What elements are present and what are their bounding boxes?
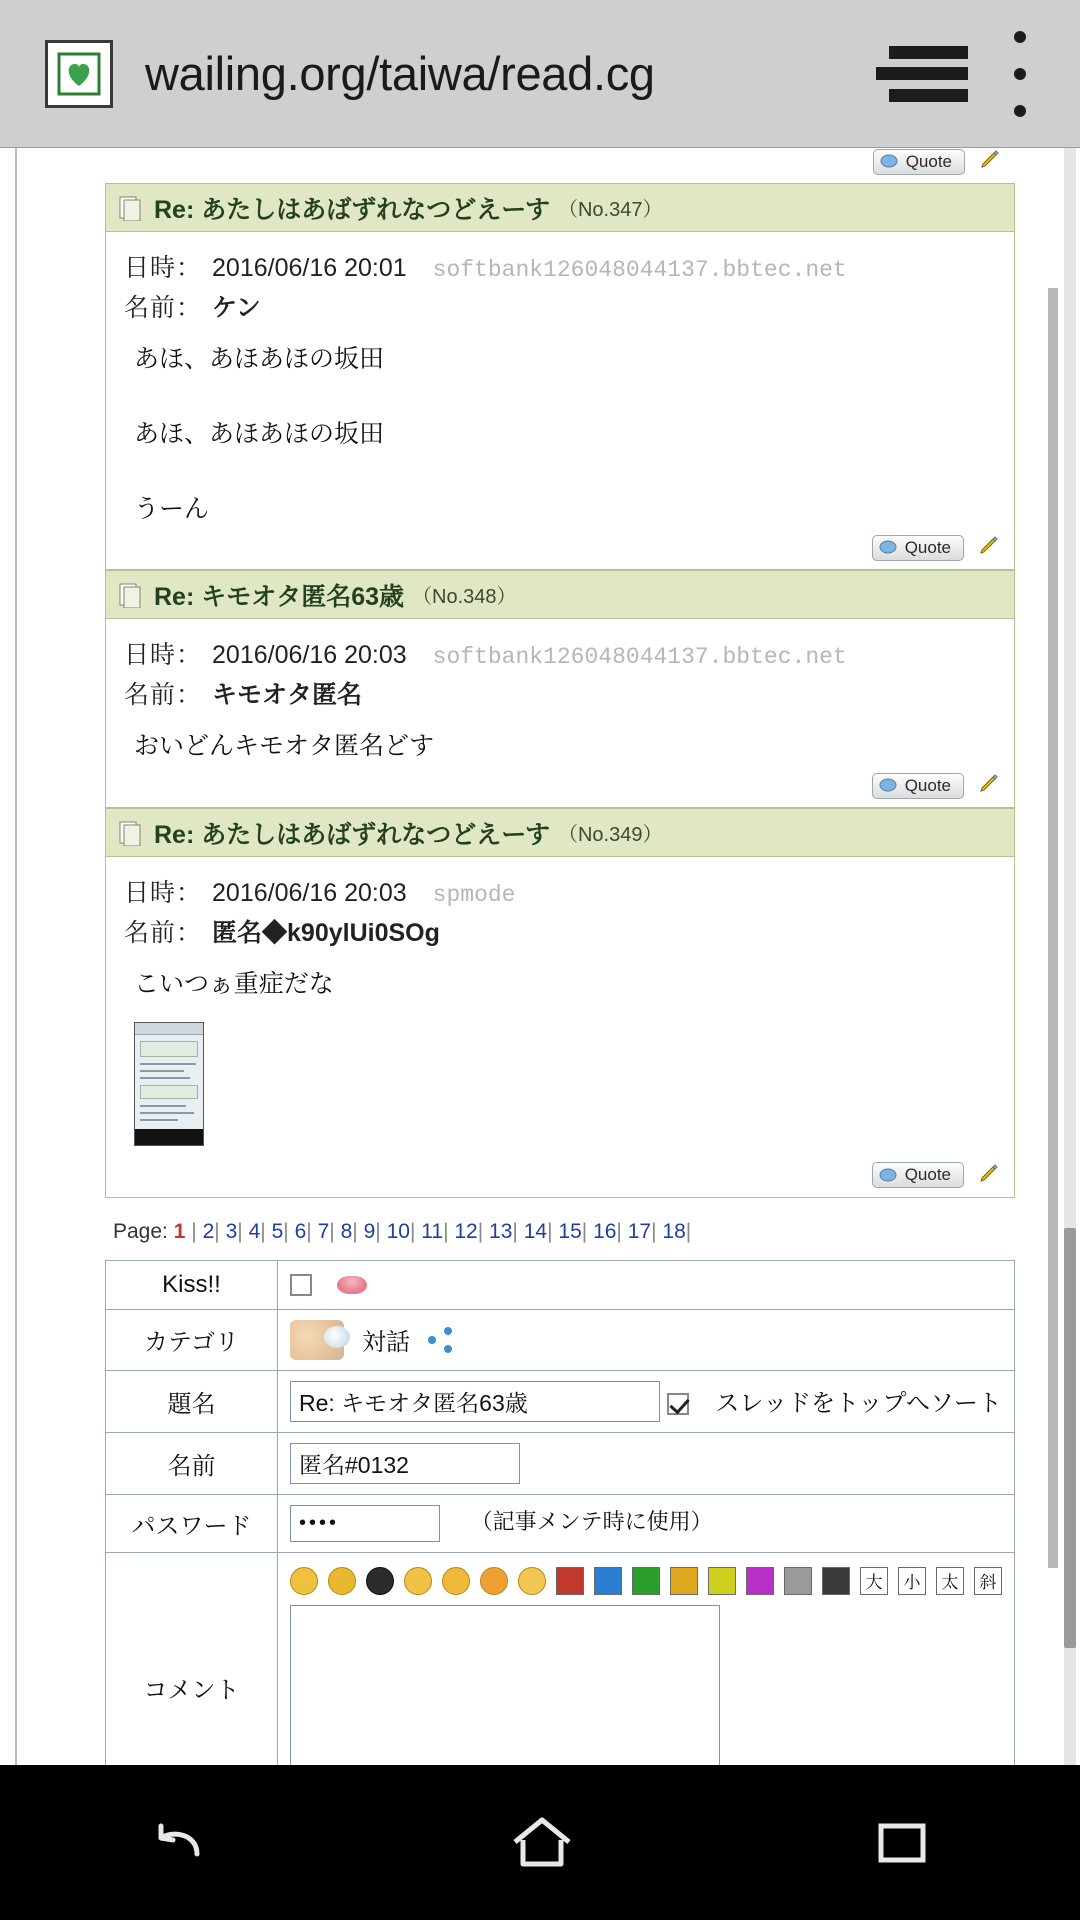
- name-value: ケン: [212, 294, 261, 322]
- post-date-row: [106, 633, 1014, 673]
- pager-link[interactable]: 18: [662, 1219, 686, 1243]
- quote-button[interactable]: [873, 149, 965, 175]
- pager-link[interactable]: 17: [627, 1219, 652, 1243]
- emoji-swatch[interactable]: [442, 1567, 470, 1595]
- quote-button-label: Quote: [904, 1165, 951, 1185]
- browser-toolbar: [0, 0, 1080, 148]
- category-value: 対話: [362, 1329, 410, 1357]
- edit-pencil-icon[interactable]: [978, 772, 1000, 799]
- name-input[interactable]: [290, 1443, 520, 1484]
- quote-bar: [106, 766, 1014, 807]
- document-icon: [118, 820, 142, 846]
- document-icon: [118, 195, 142, 221]
- color-swatch[interactable]: [632, 1567, 660, 1595]
- thread-content: [105, 148, 1015, 1765]
- post-title: Re: あたしはあばずれなつどえーす: [154, 195, 550, 224]
- form-row-category: [106, 1309, 1015, 1370]
- name-label: 名前：: [124, 919, 203, 947]
- color-swatch[interactable]: [746, 1567, 774, 1595]
- comment-label: コメント: [106, 1552, 278, 1765]
- name-cell: [278, 1432, 1015, 1494]
- speech-bubble-icon: [879, 1168, 899, 1183]
- sort-checkbox[interactable]: [667, 1393, 689, 1415]
- quote-button[interactable]: [872, 535, 964, 561]
- post-349: [105, 808, 1015, 1198]
- subject-cell: [278, 1370, 1015, 1432]
- pager-link[interactable]: 14: [523, 1219, 548, 1243]
- pager-link[interactable]: 16: [593, 1219, 617, 1243]
- pager-label: Page:: [113, 1219, 168, 1243]
- post-message: [106, 713, 1014, 766]
- color-swatch[interactable]: [708, 1567, 736, 1595]
- post-347: [105, 183, 1015, 570]
- date-value: 2016/06/16 20:03: [212, 641, 407, 670]
- form-row-password: [106, 1494, 1015, 1552]
- emoji-swatch[interactable]: [480, 1567, 508, 1595]
- pager-link[interactable]: 7: [317, 1219, 330, 1243]
- password-note: （記事メンテ時に使用）: [470, 1508, 713, 1534]
- post-date-row: [106, 871, 1014, 911]
- form-row-subject: [106, 1370, 1015, 1432]
- host-value: spmode: [432, 882, 516, 908]
- pager-link[interactable]: 5: [271, 1219, 284, 1243]
- decoration-palette: [290, 1563, 1002, 1605]
- edit-pencil-icon[interactable]: [979, 148, 1001, 175]
- pager-link[interactable]: 13: [489, 1219, 513, 1243]
- lips-icon: [337, 1276, 367, 1294]
- post-body: [106, 857, 1014, 1197]
- message-line: うーん: [134, 494, 210, 523]
- pager-link[interactable]: 15: [558, 1219, 582, 1243]
- name-value: 匿名◆k90ylUi0SOg: [212, 919, 440, 947]
- reply-form: [105, 1260, 1015, 1765]
- post-message: [106, 951, 1014, 1004]
- form-row-comment: [106, 1552, 1015, 1765]
- comment-cell: [278, 1552, 1015, 1765]
- post-title: Re: キモオタ匿名63歳: [154, 582, 405, 611]
- message-line: あほ、あほあほの坂田: [134, 345, 385, 373]
- subject-input[interactable]: [290, 1381, 660, 1422]
- sort-label: スレッドをトップへソート: [715, 1389, 1002, 1417]
- color-swatch[interactable]: [822, 1567, 850, 1595]
- pager-link[interactable]: 4: [248, 1219, 261, 1243]
- post-message: [106, 326, 1014, 528]
- page-frame: [15, 148, 1057, 1765]
- site-favicon-icon: [45, 40, 113, 108]
- kebab-menu-icon[interactable]: [990, 31, 1050, 117]
- post-number: （No.349）: [557, 824, 663, 846]
- kiss-cell: [278, 1260, 1015, 1309]
- message-line: こいつぁ重症だな: [134, 970, 334, 998]
- post-header: [106, 184, 1014, 232]
- color-swatch[interactable]: [594, 1567, 622, 1595]
- emoji-swatch[interactable]: [404, 1567, 432, 1595]
- post-name-row: [106, 911, 1014, 951]
- post-348: [105, 570, 1015, 808]
- document-icon: [118, 582, 142, 608]
- color-swatch[interactable]: [784, 1567, 812, 1595]
- date-label: 日時：: [124, 641, 203, 670]
- stacked-tabs-icon[interactable]: [876, 46, 968, 102]
- post-name-row: [106, 673, 1014, 713]
- pager-link[interactable]: 12: [454, 1219, 478, 1243]
- category-cell: [278, 1309, 1015, 1370]
- name-label: 名前：: [124, 294, 203, 322]
- category-label: カテゴリ: [106, 1309, 278, 1370]
- attached-screenshot-thumbnail[interactable]: [134, 1022, 204, 1146]
- inner-scrollbar[interactable]: [1048, 148, 1058, 1765]
- post-title: Re: あたしはあばずれなつどえーす: [154, 820, 550, 849]
- form-row-name: [106, 1432, 1015, 1494]
- quote-button-label: Quote: [904, 775, 951, 795]
- pager-link[interactable]: 10: [386, 1219, 410, 1243]
- category-avatar-icon: [290, 1320, 344, 1360]
- quote-bar: [105, 148, 1015, 183]
- quote-bar: [106, 528, 1014, 569]
- pager-link[interactable]: 8: [340, 1219, 353, 1243]
- url-bar[interactable]: wailing.org/taiwa/read.cg: [145, 47, 655, 100]
- text-size-button[interactable]: 小: [898, 1567, 926, 1595]
- subject-label: 題名: [106, 1370, 278, 1432]
- quote-button[interactable]: [872, 773, 964, 799]
- kiss-checkbox[interactable]: [290, 1274, 312, 1296]
- home-icon[interactable]: [505, 1806, 579, 1880]
- quote-button-label: Quote: [905, 151, 952, 171]
- quote-button[interactable]: [872, 1162, 964, 1188]
- emoji-swatch[interactable]: [328, 1567, 356, 1595]
- post-header: [106, 571, 1014, 619]
- back-arrow-icon[interactable]: [145, 1808, 215, 1878]
- speech-bubble-icon: [879, 540, 899, 555]
- color-swatch[interactable]: [556, 1567, 584, 1595]
- android-navigation-bar: [0, 1765, 1080, 1920]
- password-cell: [278, 1494, 1015, 1552]
- name-value: キモオタ匿名: [212, 681, 363, 710]
- text-style-button[interactable]: 斜: [974, 1567, 1002, 1595]
- emoji-swatch[interactable]: [366, 1567, 394, 1595]
- text-size-button[interactable]: 大: [860, 1567, 888, 1595]
- pager-link[interactable]: 11: [421, 1219, 444, 1243]
- emoji-swatch[interactable]: [290, 1567, 318, 1595]
- text-style-button[interactable]: 太: [936, 1567, 964, 1595]
- comment-textarea[interactable]: [290, 1605, 720, 1765]
- pagination: Page: 1 | 2| 3| 4| 5| 6| 7| 8| 9| 10| 11| 12| 13| 14| 15| 16| 17| 18|: [113, 1219, 692, 1243]
- share-icon[interactable]: [428, 1327, 454, 1353]
- name-label: 名前：: [124, 681, 203, 710]
- post-header: [106, 809, 1014, 857]
- kiss-label: Kiss!!: [106, 1260, 278, 1309]
- host-value: softbank126048044137.bbtec.net: [432, 644, 847, 671]
- post-number: （No.348）: [412, 586, 517, 609]
- post-number: （No.347）: [557, 199, 663, 221]
- date-label: 日時：: [124, 254, 203, 282]
- quote-button-label: Quote: [904, 537, 951, 557]
- edit-pencil-icon[interactable]: [978, 534, 1000, 561]
- form-row-kiss: [106, 1260, 1015, 1309]
- pager-link[interactable]: 3: [225, 1219, 238, 1243]
- web-page-viewport[interactable]: [0, 148, 1080, 1765]
- pager-current[interactable]: 1: [173, 1219, 186, 1243]
- pager-link[interactable]: 9: [363, 1219, 376, 1243]
- post-date-row: [106, 246, 1014, 286]
- password-label: パスワード: [106, 1494, 278, 1552]
- name-label: 名前: [106, 1432, 278, 1494]
- password-input[interactable]: [290, 1505, 440, 1542]
- pager-link[interactable]: 2: [202, 1219, 215, 1243]
- page-scrollbar[interactable]: [1064, 148, 1076, 1765]
- recent-apps-icon[interactable]: [869, 1810, 935, 1876]
- post-body: [106, 232, 1014, 569]
- post-name-row: [106, 286, 1014, 326]
- date-label: 日時：: [124, 879, 203, 907]
- quote-bar: [106, 1156, 1014, 1197]
- host-value: softbank126048044137.bbtec.net: [432, 257, 847, 283]
- emoji-swatch[interactable]: [518, 1567, 546, 1595]
- speech-bubble-icon: [880, 154, 900, 169]
- date-value: 2016/06/16 20:03: [212, 879, 407, 907]
- color-swatch[interactable]: [670, 1567, 698, 1595]
- post-body: [106, 619, 1014, 807]
- date-value: 2016/06/16 20:01: [212, 254, 407, 282]
- pager-link[interactable]: 6: [294, 1219, 307, 1243]
- edit-pencil-icon[interactable]: [978, 1162, 1000, 1189]
- message-line: あほ、あほあほの坂田: [134, 419, 385, 448]
- message-line: おいどんキモオタ匿名どす: [134, 732, 435, 761]
- speech-bubble-icon: [879, 778, 899, 793]
